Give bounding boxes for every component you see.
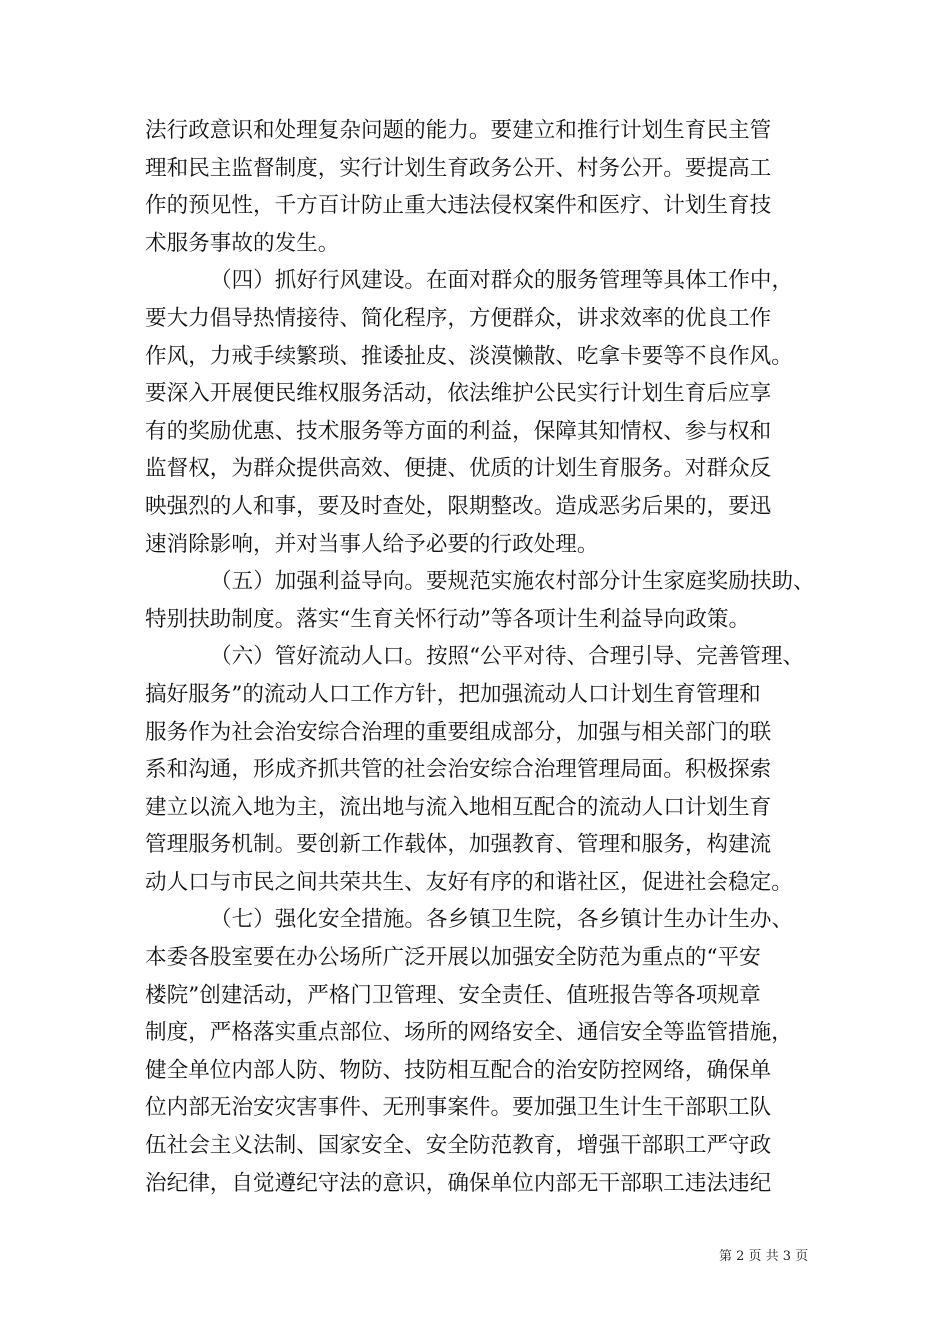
text-line: 术服务事故的发生。 [145,230,340,256]
text-line: 作风，力戒手续繁琐、推诿扯皮、淡漠懒散、吃拿卡要等不良作风。 [145,343,793,369]
text-line: 服务作为社会治安综合治理的重要组成部分，加强与相关部门的联 [145,719,772,745]
paragraph-1 [145,112,815,262]
paragraph-3 [145,563,815,638]
text-line: 映强烈的人和事，要及时查处，限期整改。造成恶劣后果的，要迅 [145,493,772,519]
paragraph-4 [145,638,815,901]
text-line: （四）抓好行风建设。在面对群众的服务管理等具体工作中， [210,268,794,294]
text-line: 健全单位内部人防、物防、技防相互配合的治安防控网络，确保单 [145,1057,772,1083]
text-line: 有的奖励优惠、技术服务等方面的利益，保障其知情权、参与权和 [145,418,772,444]
text-line: 楼院”创建活动，严格门卫管理、安全责任、值班报告等各项规章 [145,982,761,1008]
text-line: 理和民主监督制度，实行计划生育政务公开、村务公开。要提高工 [145,155,772,181]
text-line: （六）管好流动人口。按照“公平对待、合理引导、完善管理、 [210,644,805,670]
text-line: 搞好服务”的流动人口工作方针，把加强流动人口计划生育管理和 [145,681,761,707]
text-line: 建立以流入地为主，流出地与流入地相互配合的流动人口计划生育 [145,794,772,820]
text-line: 管理服务机制。要创新工作载体，加强教育、管理和服务，构建流 [145,832,772,858]
text-line: 监督权，为群众提供高效、便捷、优质的计划生育服务。对群众反 [145,456,772,482]
text-line: 治纪律，自觉遵纪守法的意识，确保单位内部无干部职工违法违纪 [145,1170,772,1196]
text-line: 本委各股室要在办公场所广泛开展以加强安全防范为重点的“平安 [145,945,761,971]
text-line: 制度，严格落实重点部位、场所的网络安全、通信安全等监管措施， [145,1020,793,1046]
text-line: 系和沟通，形成齐抓共管的社会治安综合治理管理局面。积极探索 [145,757,772,783]
text-line: 位内部无治安灾害事件、无刑事案件。要加强卫生计生干部职工队 [145,1095,772,1121]
text-line: 作的预见性，千方百计防止重大违法侵权案件和医疗、计划生育技 [145,193,772,219]
text-line: （五）加强利益导向。要规范实施农村部分计生家庭奖励扶助、 [210,569,815,595]
text-line: 要大力倡导热情接待、简化程序，方便群众，讲求效率的优良工作 [145,305,772,331]
text-line: 速消除影响，并对当事人给予必要的行政处理。 [145,531,599,557]
paragraph-5 [145,901,815,1202]
text-line: 要深入开展便民维权服务活动，依法维护公民实行计划生育后应享 [145,381,772,407]
page-number: 第 2 页 共 3 页 [719,1249,809,1264]
text-line: （七）强化安全措施。各乡镇卫生院，各乡镇计生办计生办、 [210,907,794,933]
paragraph-2 [145,262,815,563]
text-line: 伍社会主义法制、国家安全、安全防范教育，增强干部职工严守政 [145,1133,772,1159]
document-body [145,112,815,1202]
text-line: 动人口与市民之间共荣共生、友好有序的和谐社区，促进社会稳定。 [145,869,793,895]
text-line: 法行政意识和处理复杂问题的能力。要建立和推行计划生育民主管 [145,118,772,143]
text-line: 特别扶助制度。落实“生育关怀行动”等各项计生利益导向政策。 [145,606,751,632]
